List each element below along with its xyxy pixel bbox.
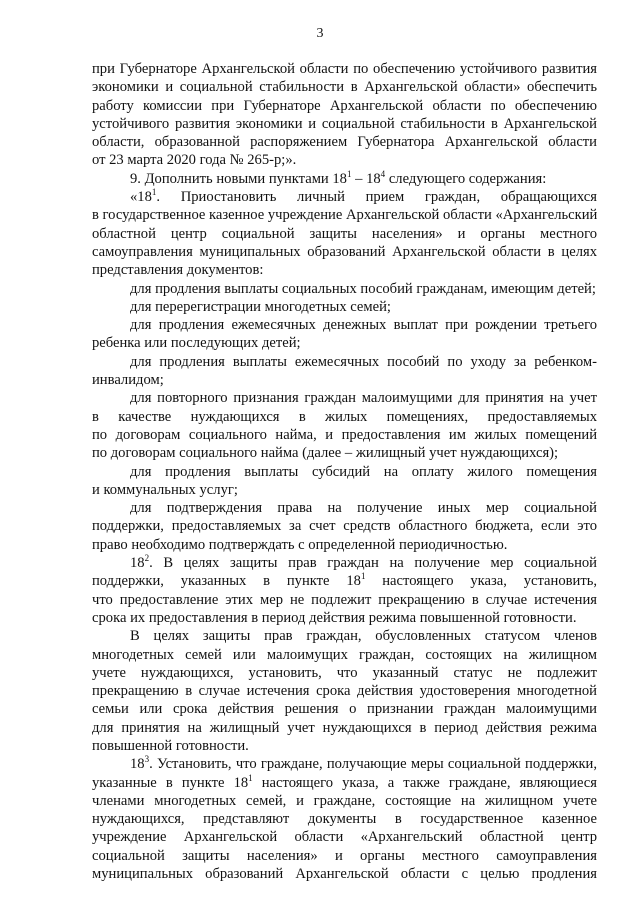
text-run: что предоставление этих мер не подлежит прекращению в случае истечения — [92, 591, 597, 608]
text-run: следующего содержания: — [385, 170, 547, 187]
text-run: 18 — [130, 756, 145, 773]
text-run: для перерегистрации многодетных семей; — [130, 298, 391, 315]
text-run: для продления выплаты социальных пособий гражданам, имеющим детей; — [130, 280, 596, 297]
text-line — [92, 298, 597, 316]
text-run: учете нуждающихся, установить, что указанный статус не подлежит — [92, 664, 597, 681]
text-line — [92, 206, 597, 224]
text-line — [92, 719, 597, 737]
text-line — [92, 188, 597, 206]
text-line — [92, 627, 597, 645]
text-run: В целях защиты прав граждан, обусловленных статусом членов — [130, 628, 597, 645]
text-line — [92, 664, 597, 682]
text-run: работу комиссии при Губернаторе Архангельской области по обеспечению — [92, 97, 597, 114]
text-run: для продления выплаты ежемесячных пособий по уходу за ребенком- — [130, 353, 597, 370]
text-run: срока их предоставления в период действия режима повышенной готовности. — [92, 609, 577, 626]
text-run: для продления выплаты субсидий на оплату жилого помещения — [130, 463, 597, 480]
superscript: 4 — [380, 168, 386, 179]
text-line — [92, 389, 597, 407]
text-line — [92, 444, 597, 462]
text-run: для подтверждения права на получение иных мер социальной — [130, 500, 597, 517]
text-run: инвалидом; — [92, 372, 164, 389]
text-line — [92, 828, 597, 846]
text-line — [92, 774, 597, 792]
superscript: 1 — [248, 772, 253, 783]
text-run: настоящего указа, установить, — [365, 573, 597, 590]
text-line — [92, 554, 597, 572]
text-run: указанные в пункте 18 — [92, 774, 249, 791]
text-run: нуждающихся, представляют документы в государственное казенное — [92, 811, 597, 828]
text-line — [92, 536, 597, 554]
text-run: от 23 марта 2020 года № 265-р;». — [92, 152, 297, 169]
text-run: поддержки, указанных в пункте 18 — [92, 573, 361, 590]
text-run: право необходимо подтверждать с определенной периодичностью. — [92, 536, 508, 553]
text-run: для принятия на жилищный учет нуждающихся в период действия режима — [92, 719, 597, 736]
text-run: устойчивого развития экономики и социальной стабильности в Архангельской — [92, 115, 597, 132]
text-line — [92, 646, 597, 664]
text-run: по договорам социального найма, и предоставления им жилых помещений — [92, 426, 597, 443]
text-line — [92, 151, 597, 169]
text-run: при Губернаторе Архангельской области по обеспечению устойчивого развития — [92, 61, 597, 77]
text-line — [92, 78, 597, 96]
text-run: в качестве нуждающихся в жилых помещениях, предоставляемых — [92, 408, 597, 425]
text-line — [92, 755, 597, 773]
text-run: поддержки, предоставляемых за счет средств областного бюджета, если это — [92, 518, 597, 535]
text-line — [92, 517, 597, 535]
text-run: ребенка или последующих детей; — [92, 335, 301, 352]
text-run: – 18 — [351, 170, 381, 187]
text-line — [92, 261, 597, 279]
text-line — [92, 847, 597, 865]
text-run: по договорам социального найма (далее – жилищный учет нуждающихся); — [92, 445, 559, 462]
text-run: социальной защиты населения» и органы местного самоуправления — [92, 847, 597, 864]
text-run: области, образованной распоряжением Губернатора Архангельской области — [92, 134, 597, 151]
superscript: 1 — [151, 187, 157, 198]
text-line — [92, 609, 597, 627]
text-run: . Установить, что граждане, получающие меры социальной поддержки, — [149, 756, 597, 773]
page-number: 3 — [316, 26, 324, 41]
text-line — [92, 700, 597, 718]
text-run: муниципальных образований Архангельской области с целью продления — [92, 866, 597, 883]
text-run: членами многодетных семей, и граждане, состоящие на жилищном учете — [92, 792, 597, 809]
text-run: экономики и социальной стабильности в Архангельской области» обеспечить — [92, 79, 597, 96]
text-run: в государственное казенное учреждение Архангельской области «Архангельский — [92, 207, 598, 224]
text-run: для повторного признания граждан малоимущими для принятия на учет — [130, 390, 597, 407]
text-line — [92, 353, 597, 371]
text-line — [92, 243, 597, 261]
text-run: областной центр социальной защиты населения» и органы местного — [92, 225, 597, 242]
text-run: 18 — [130, 555, 145, 572]
text-line — [92, 810, 597, 828]
text-line — [92, 591, 597, 609]
text-line — [92, 97, 597, 115]
text-run: самоуправления муниципальных образований Архангельской области в целях — [92, 243, 597, 260]
text-line — [92, 865, 597, 883]
text-run: настоящего указа, а также граждане, являющиеся — [252, 774, 598, 791]
text-line — [92, 426, 597, 444]
text-line — [92, 133, 597, 151]
text-run: . В целях защиты прав граждан на получение мер социальной — [149, 555, 597, 572]
text-run: . Приостановить личный прием граждан, обращающихся — [156, 189, 597, 206]
text-line — [92, 60, 597, 78]
text-line — [92, 572, 597, 590]
text-run: прекращению в случае истечения срока действия удостоверения многодетной — [92, 683, 597, 700]
text-line — [92, 334, 597, 352]
text-run: многодетных семей или малоимущих граждан, состоящих на жилищном — [92, 646, 597, 663]
document-body — [92, 60, 597, 883]
text-line — [92, 737, 597, 755]
text-line — [92, 463, 597, 481]
text-run: семьи или срока действия решения о признании граждан малоимущими — [92, 701, 597, 718]
text-run: «18 — [130, 189, 152, 206]
text-line — [92, 115, 597, 133]
superscript: 1 — [360, 571, 366, 582]
superscript: 3 — [144, 754, 150, 765]
text-run: представления документов: — [92, 262, 264, 279]
text-line — [92, 792, 597, 810]
superscript: 1 — [346, 168, 352, 179]
text-run: и коммунальных услуг; — [92, 481, 238, 498]
text-line — [92, 481, 597, 499]
superscript: 2 — [144, 553, 150, 564]
text-line — [92, 225, 597, 243]
text-line — [92, 280, 597, 298]
text-line — [92, 170, 597, 188]
text-run: повышенной готовности. — [92, 737, 249, 754]
text-line — [92, 682, 597, 700]
text-run: учреждение Архангельской области «Архангельский областной центр — [92, 829, 597, 846]
text-run: 9. Дополнить новыми пунктами 18 — [130, 170, 347, 187]
text-run: для продления ежемесячных денежных выплат при рождении третьего — [130, 317, 597, 334]
text-line — [92, 316, 597, 334]
text-line — [92, 499, 597, 517]
text-line — [92, 371, 597, 389]
text-line — [92, 408, 597, 426]
